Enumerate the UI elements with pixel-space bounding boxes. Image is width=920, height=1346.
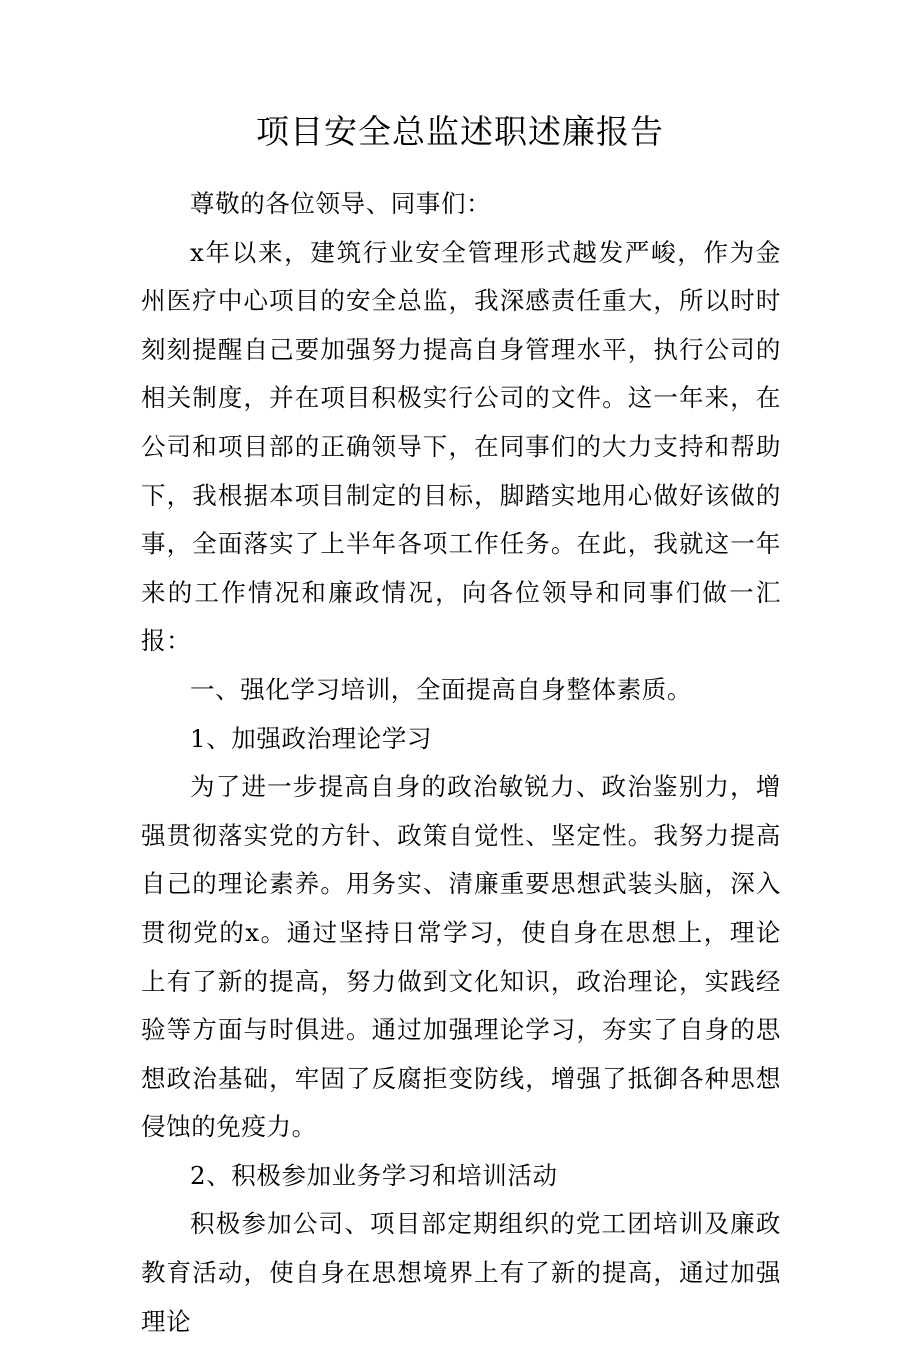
subsection-heading: 1、加强政治理论学习 (190, 723, 433, 753)
body-paragraph: 为了进一步提高自身的政治敏锐力、政治鉴别力，增强贯彻落实党的方针、政策自觉性、坚定性。我努力提高自己的理论素养。用务实、清廉重要思想武装头脑，深入贯彻党的x。通过坚持日常学习，使自身在思想上，理论上有了新的提高，努力做到文化知识，政治理论，实践经验等方面与时俱进。通过加强理论学习，夯实了自身的思想政治基础，牢固了反腐拒变防线，增强了抵御各种思想侵蚀的免疫力。 (141, 772, 781, 1142)
body-paragraph: 积极参加公司、项目部定期组织的党工团培训及廉政教育活动，使自身在思想境界上有了新的提高，通过加强理论 (141, 1209, 781, 1336)
document-body (141, 180, 781, 1346)
document-title: 项目安全总监述职述廉报告 (256, 112, 664, 151)
section-heading: 一、强化学习培训，全面提高自身整体素质。 (190, 674, 692, 704)
intro-paragraph: x年以来，建筑行业安全管理形式越发严峻，作为金州医疗中心项目的安全总监，我深感责任重大，所以时时刻刻提醒自己要加强努力提高自身管理水平，执行公司的相关制度，并在项目积极实行公司的文件。这一年来，在公司和项目部的正确领导下，在同事们的大力支持和帮助下，我根据本项目制定的目标，脚踏实地用心做好该做的事，全面落实了上半年各项工作任务。在此，我就这一年来的工作情况和廉政情况，向各位领导和同事们做一汇报： (141, 237, 781, 656)
salutation-paragraph: 尊敬的各位领导、同事们： (190, 189, 492, 218)
subsection-heading: 2、积极参加业务学习和培训活动 (190, 1160, 558, 1190)
